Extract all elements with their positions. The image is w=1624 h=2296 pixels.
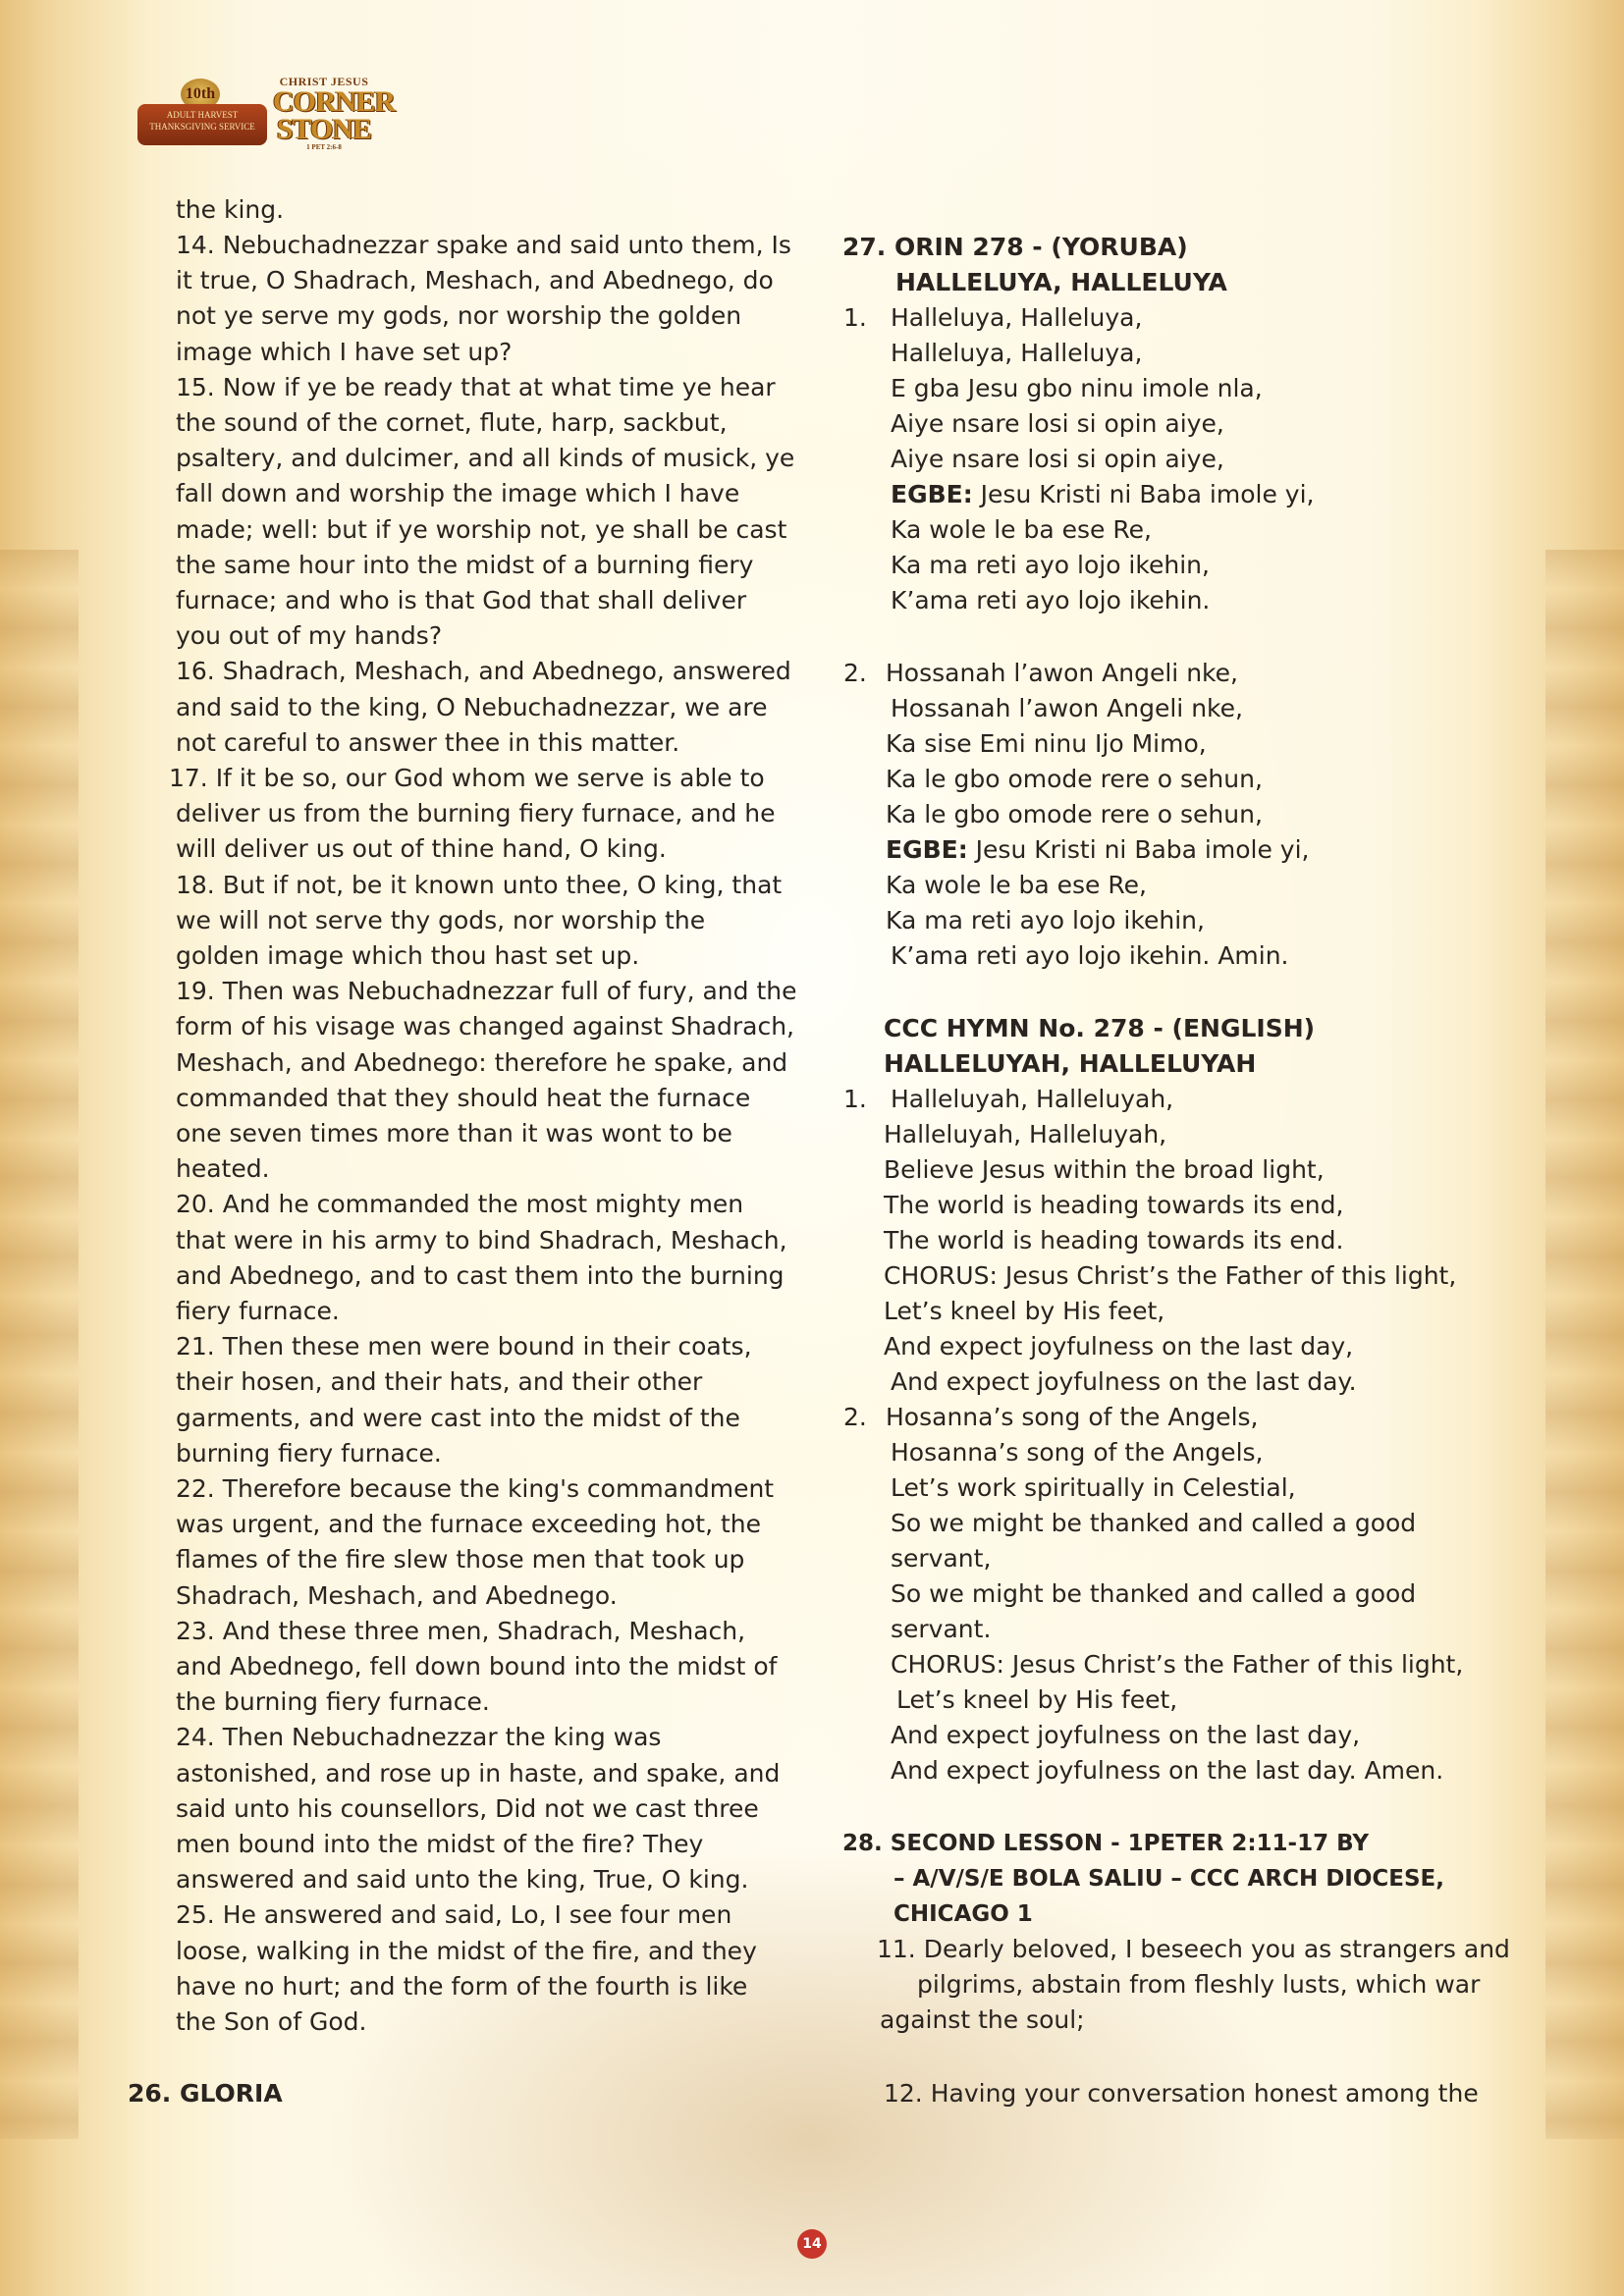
scripture-line: have no hurt; and the form of the fourth is like bbox=[176, 1972, 748, 2001]
hymn-line: Halleluya, Halleluya, bbox=[891, 339, 1143, 367]
scripture-line: the king. bbox=[176, 195, 285, 224]
chorus-line bbox=[886, 832, 1310, 868]
hymn-english-title: CCC HYMN No. 278 - (ENGLISH) bbox=[884, 1014, 1316, 1042]
scripture-line: will deliver us out of thine hand, O king. bbox=[176, 834, 667, 863]
hymn-line: Believe Jesus within the broad light, bbox=[884, 1155, 1325, 1184]
scripture-line: fiery furnace. bbox=[176, 1297, 340, 1325]
scripture-line: deliver us from the burning fiery furnace, and he bbox=[176, 799, 776, 828]
hymn-line: Ka wole le ba ese Re, bbox=[886, 871, 1147, 899]
verse-number: 1. bbox=[843, 303, 867, 332]
scripture-line: Shadrach, Meshach, and Abednego. bbox=[176, 1581, 618, 1610]
scripture-line: 22. Therefore because the king's commandment bbox=[176, 1474, 775, 1503]
hymn-english-subtitle: HALLELUYAH, HALLELUYAH bbox=[884, 1049, 1257, 1078]
scripture-line: psaltery, and dulcimer, and all kinds of musick, ye bbox=[176, 444, 795, 472]
hymn-line: Hosanna’s song of the Angels, bbox=[886, 1403, 1259, 1431]
verse-number: 2. bbox=[843, 1403, 867, 1431]
scripture-line: 17. If it be so, our God whom we serve is able to bbox=[169, 764, 765, 792]
event-logo bbox=[137, 73, 396, 167]
badge-number: 10th bbox=[181, 79, 220, 110]
scripture-line: not ye serve my gods, nor worship the golden bbox=[176, 301, 742, 330]
decorative-pillar-left bbox=[0, 550, 79, 2139]
scripture-line: we will not serve thy gods, nor worship the bbox=[176, 906, 706, 934]
theme-line1: CORNER bbox=[273, 85, 396, 118]
theme-logo bbox=[273, 75, 396, 165]
scripture-line: one seven times more than it was wont to be bbox=[176, 1119, 732, 1148]
hymn-line: Ka sise Emi ninu Ijo Mimo, bbox=[886, 729, 1207, 758]
hymn-line: Halleluyah, Halleluyah, bbox=[891, 1085, 1174, 1113]
scripture-line: you out of my hands? bbox=[176, 621, 443, 650]
lesson-heading-line: – A/V/S/E BOLA SALIU – CCC ARCH DIOCESE, bbox=[893, 1866, 1445, 1892]
hymn-line: And expect joyfulness on the last day. Amen. bbox=[891, 1756, 1444, 1785]
scripture-line: and Abednego, fell down bound into the midst of bbox=[176, 1652, 778, 1681]
hymn-line: CHORUS: Jesus Christ’s the Father of this light, bbox=[884, 1261, 1457, 1290]
hymn-line: And expect joyfulness on the last day, bbox=[884, 1332, 1354, 1361]
scripture-line: 15. Now if ye be ready that at what time ye hear bbox=[176, 373, 776, 401]
scripture-line: answered and said unto the king, True, O king. bbox=[176, 1865, 749, 1894]
page-number: 14 bbox=[797, 2229, 827, 2259]
hymn-line: Aiye nsare losi si opin aiye, bbox=[891, 445, 1224, 473]
scripture-line: their hosen, and their hats, and their other bbox=[176, 1367, 703, 1396]
scripture-line: flames of the fire slew those men that took up bbox=[176, 1545, 745, 1574]
lesson-heading-line: CHICAGO 1 bbox=[893, 1901, 1033, 1927]
hymn-line: And expect joyfulness on the last day. bbox=[891, 1367, 1357, 1396]
theme-line2: STONE bbox=[276, 113, 372, 145]
scripture-line: it true, O Shadrach, Meshach, and Abednego, do bbox=[176, 266, 774, 294]
hymn-line: The world is heading towards its end. bbox=[884, 1226, 1344, 1255]
scripture-line: form of his visage was changed against Shadrach, bbox=[176, 1012, 794, 1041]
hymn-line: The world is heading towards its end, bbox=[884, 1191, 1344, 1219]
scripture-line: and said to the king, O Nebuchadnezzar, we are bbox=[176, 693, 768, 721]
scripture-line: furnace; and who is that God that shall deliver bbox=[176, 586, 747, 614]
hymn-line: Halleluyah, Halleluyah, bbox=[884, 1120, 1167, 1148]
scripture-line: men bound into the midst of the fire? They bbox=[176, 1830, 704, 1858]
hymn-line: Let’s work spiritually in Celestial, bbox=[891, 1473, 1296, 1502]
scripture-line: 14. Nebuchadnezzar spake and said unto them, Is bbox=[176, 231, 791, 259]
scripture-line: 25. He answered and said, Lo, I see four men bbox=[176, 1900, 732, 1929]
lesson-line: 11. Dearly beloved, I beseech you as strangers and bbox=[877, 1935, 1510, 1963]
scripture-line: 21. Then these men were bound in their coats, bbox=[176, 1332, 752, 1361]
lesson-heading-line: 28. SECOND LESSON - 1PETER 2:11-17 BY bbox=[842, 1831, 1370, 1856]
decorative-pillar-right bbox=[1545, 550, 1624, 2139]
hymn-yoruba-subtitle: HALLELUYA, HALLELUYA bbox=[895, 268, 1227, 296]
badge-text: ADULT HARVEST THANKSGIVING SERVICE bbox=[137, 104, 267, 145]
scripture-line: that were in his army to bind Shadrach, Meshach, bbox=[176, 1226, 787, 1255]
chorus-text: Jesu Kristi ni Baba imole yi, bbox=[972, 480, 1315, 508]
scripture-line: 20. And he commanded the most mighty men bbox=[176, 1190, 744, 1218]
scripture-line: said unto his counsellors, Did not we cast three bbox=[176, 1794, 759, 1823]
scripture-line: loose, walking in the midst of the fire, and they bbox=[176, 1937, 757, 1965]
hymn-line: Aiye nsare losi si opin aiye, bbox=[891, 409, 1224, 438]
chorus-line bbox=[891, 477, 1315, 512]
hymn-line: Ka ma reti ayo lojo ikehin, bbox=[891, 551, 1210, 579]
gloria-heading: 26. GLORIA bbox=[128, 2079, 283, 2108]
verse-number: 1. bbox=[843, 1085, 867, 1113]
hymn-line: Let’s kneel by His feet, bbox=[884, 1297, 1165, 1325]
verse-number: 2. bbox=[843, 659, 867, 687]
scripture-line: 16. Shadrach, Meshach, and Abednego, answered bbox=[176, 657, 791, 685]
hymn-line: Ka le gbo omode rere o sehun, bbox=[886, 765, 1263, 793]
hymn-line: E gba Jesu gbo ninu imole nla, bbox=[891, 374, 1263, 402]
hymn-line: Ka le gbo omode rere o sehun, bbox=[886, 800, 1263, 828]
harvest-badge bbox=[137, 79, 267, 159]
scripture-line: astonished, and rose up in haste, and spake, and bbox=[176, 1759, 781, 1788]
hymn-line: Hosanna’s song of the Angels, bbox=[891, 1438, 1264, 1467]
scripture-line: and Abednego, and to cast them into the burning bbox=[176, 1261, 785, 1290]
chorus-text: Jesu Kristi ni Baba imole yi, bbox=[967, 835, 1310, 864]
hymn-line: And expect joyfulness on the last day, bbox=[891, 1721, 1361, 1749]
hymn-line: Hossanah l’awon Angeli nke, bbox=[886, 659, 1238, 687]
hymn-line: So we might be thanked and called a good bbox=[891, 1579, 1417, 1608]
scripture-line: heated. bbox=[176, 1154, 270, 1183]
hymn-line: servant. bbox=[891, 1615, 992, 1643]
lesson-line: against the soul; bbox=[880, 2005, 1085, 2034]
scripture-line: 18. But if not, be it known unto thee, O king, that bbox=[176, 871, 783, 899]
hymn-line: Ka wole le ba ese Re, bbox=[891, 515, 1152, 544]
scripture-line: image which I have set up? bbox=[176, 338, 513, 366]
scripture-line: Meshach, and Abednego: therefore he spake, and bbox=[176, 1048, 788, 1077]
chorus-label: EGBE: bbox=[886, 835, 968, 864]
hymn-line: CHORUS: Jesus Christ’s the Father of this light, bbox=[891, 1650, 1464, 1679]
hymn-line: Let’s kneel by His feet, bbox=[896, 1685, 1178, 1714]
hymn-line: servant, bbox=[891, 1544, 992, 1573]
scripture-line: 19. Then was Nebuchadnezzar full of fury, and the bbox=[176, 977, 797, 1005]
chorus-label: EGBE: bbox=[891, 480, 973, 508]
scripture-line: the same hour into the midst of a burning fiery bbox=[176, 551, 754, 579]
scripture-line: the Son of God. bbox=[176, 2007, 367, 2036]
scripture-line: the burning fiery furnace. bbox=[176, 1687, 490, 1716]
hymn-line: Halleluya, Halleluya, bbox=[891, 303, 1143, 332]
scripture-line: fall down and worship the image which I have bbox=[176, 479, 740, 507]
scripture-line: the sound of the cornet, flute, harp, sackbut, bbox=[176, 408, 728, 437]
hymn-line: So we might be thanked and called a good bbox=[891, 1509, 1417, 1537]
lesson-line: 12. Having your conversation honest among the bbox=[884, 2079, 1479, 2108]
hymn-yoruba-title: 27. ORIN 278 - (YORUBA) bbox=[842, 233, 1188, 261]
hymn-line: Ka ma reti ayo lojo ikehin, bbox=[886, 906, 1205, 934]
scripture-line: not careful to answer thee in this matter. bbox=[176, 728, 680, 757]
hymn-line: K’ama reti ayo lojo ikehin. bbox=[891, 586, 1211, 614]
scripture-line: 23. And these three men, Shadrach, Meshach, bbox=[176, 1617, 746, 1645]
scripture-line: made; well: but if ye worship not, ye shall be cast bbox=[176, 515, 787, 544]
scripture-line: was urgent, and the furnace exceeding hot, the bbox=[176, 1510, 762, 1538]
scripture-line: 24. Then Nebuchadnezzar the king was bbox=[176, 1723, 662, 1751]
hymn-line: Hossanah l’awon Angeli nke, bbox=[891, 694, 1243, 722]
scripture-line: golden image which thou hast set up. bbox=[176, 941, 640, 970]
theme-top-text: CHRIST JESUS bbox=[279, 75, 369, 88]
hymn-line: K’ama reti ayo lojo ikehin. Amin. bbox=[891, 941, 1289, 970]
scripture-line: burning fiery furnace. bbox=[176, 1439, 442, 1468]
theme-reference: 1 PET 2:6-8 bbox=[306, 143, 342, 151]
scripture-line: garments, and were cast into the midst of the bbox=[176, 1404, 740, 1432]
lesson-line: pilgrims, abstain from fleshly lusts, which war bbox=[917, 1970, 1481, 1999]
scripture-line: commanded that they should heat the furnace bbox=[176, 1084, 751, 1112]
